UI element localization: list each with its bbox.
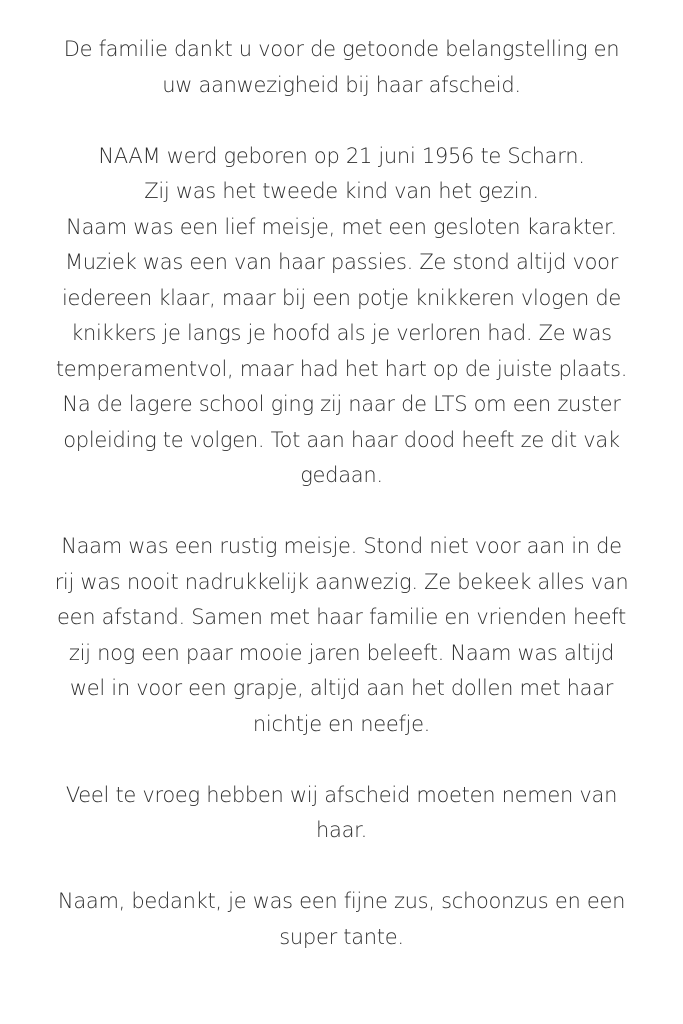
- text-line: De familie dankt u voor de getoonde belangstelling en: [63, 37, 620, 61]
- text-line: Naam was een lief meisje, met een gesloten karakter.: [66, 214, 617, 239]
- paragraph-spacer: [28, 742, 655, 778]
- text-line: knikkers je langs je hoofd als je verloren had. Ze was: [71, 321, 612, 345]
- thanks-paragraph: [28, 32, 655, 103]
- text-line: Naam was een rustig meisje. Stond niet voor aan in de: [61, 534, 622, 558]
- text-line: temperamentvol, maar had het hart op de juiste plaats.: [55, 356, 628, 381]
- text-line: Veel te vroeg hebben wij afscheid moeten nemen van: [65, 782, 618, 807]
- text-line: Zij was het tweede kind van het gezin.: [144, 179, 539, 203]
- text-line: rij was nooit nadrukkelijk aanwezig. Ze bekeek alles van: [54, 569, 629, 594]
- text-line: iedereen klaar, maar bij een potje knikkeren vlogen de: [61, 285, 622, 310]
- farewell-paragraph: [28, 778, 655, 849]
- text-line: een afstand. Samen met haar familie en vrienden heeft: [57, 605, 626, 629]
- text-line: wel in voor een grapje, altijd aan het dollen met haar: [69, 676, 614, 700]
- closing-paragraph: [28, 884, 655, 955]
- text-line: nichtje en neefje.: [252, 711, 431, 736]
- character-paragraph: [28, 529, 655, 742]
- text-line: Muziek was een van haar passies. Ze stond altijd voor: [64, 250, 619, 274]
- text-line: haar.: [316, 818, 367, 842]
- text-line: NAAM werd geboren op 21 juni 1956 te Scharn.: [98, 143, 585, 168]
- text-line: uw aanwezigheid bij haar afscheid.: [162, 72, 521, 97]
- text-line: Naam, bedankt, je was een fijne zus, schoonzus en een: [57, 889, 626, 913]
- paragraph-spacer: [28, 849, 655, 885]
- text-line: Na de lagere school ging zij naar de LTS om een zuster: [62, 392, 621, 416]
- text-line: gedaan.: [300, 463, 383, 487]
- text-line: zij nog een paar mooie jaren beleeft. Naam was altijd: [68, 640, 615, 665]
- biography-paragraph: [28, 139, 655, 494]
- text-line: opleiding te volgen. Tot aan haar dood heeft ze dit vak: [63, 427, 620, 452]
- paragraph-spacer: [28, 103, 655, 139]
- paragraph-spacer: [28, 494, 655, 530]
- text-line: super tante.: [279, 924, 404, 949]
